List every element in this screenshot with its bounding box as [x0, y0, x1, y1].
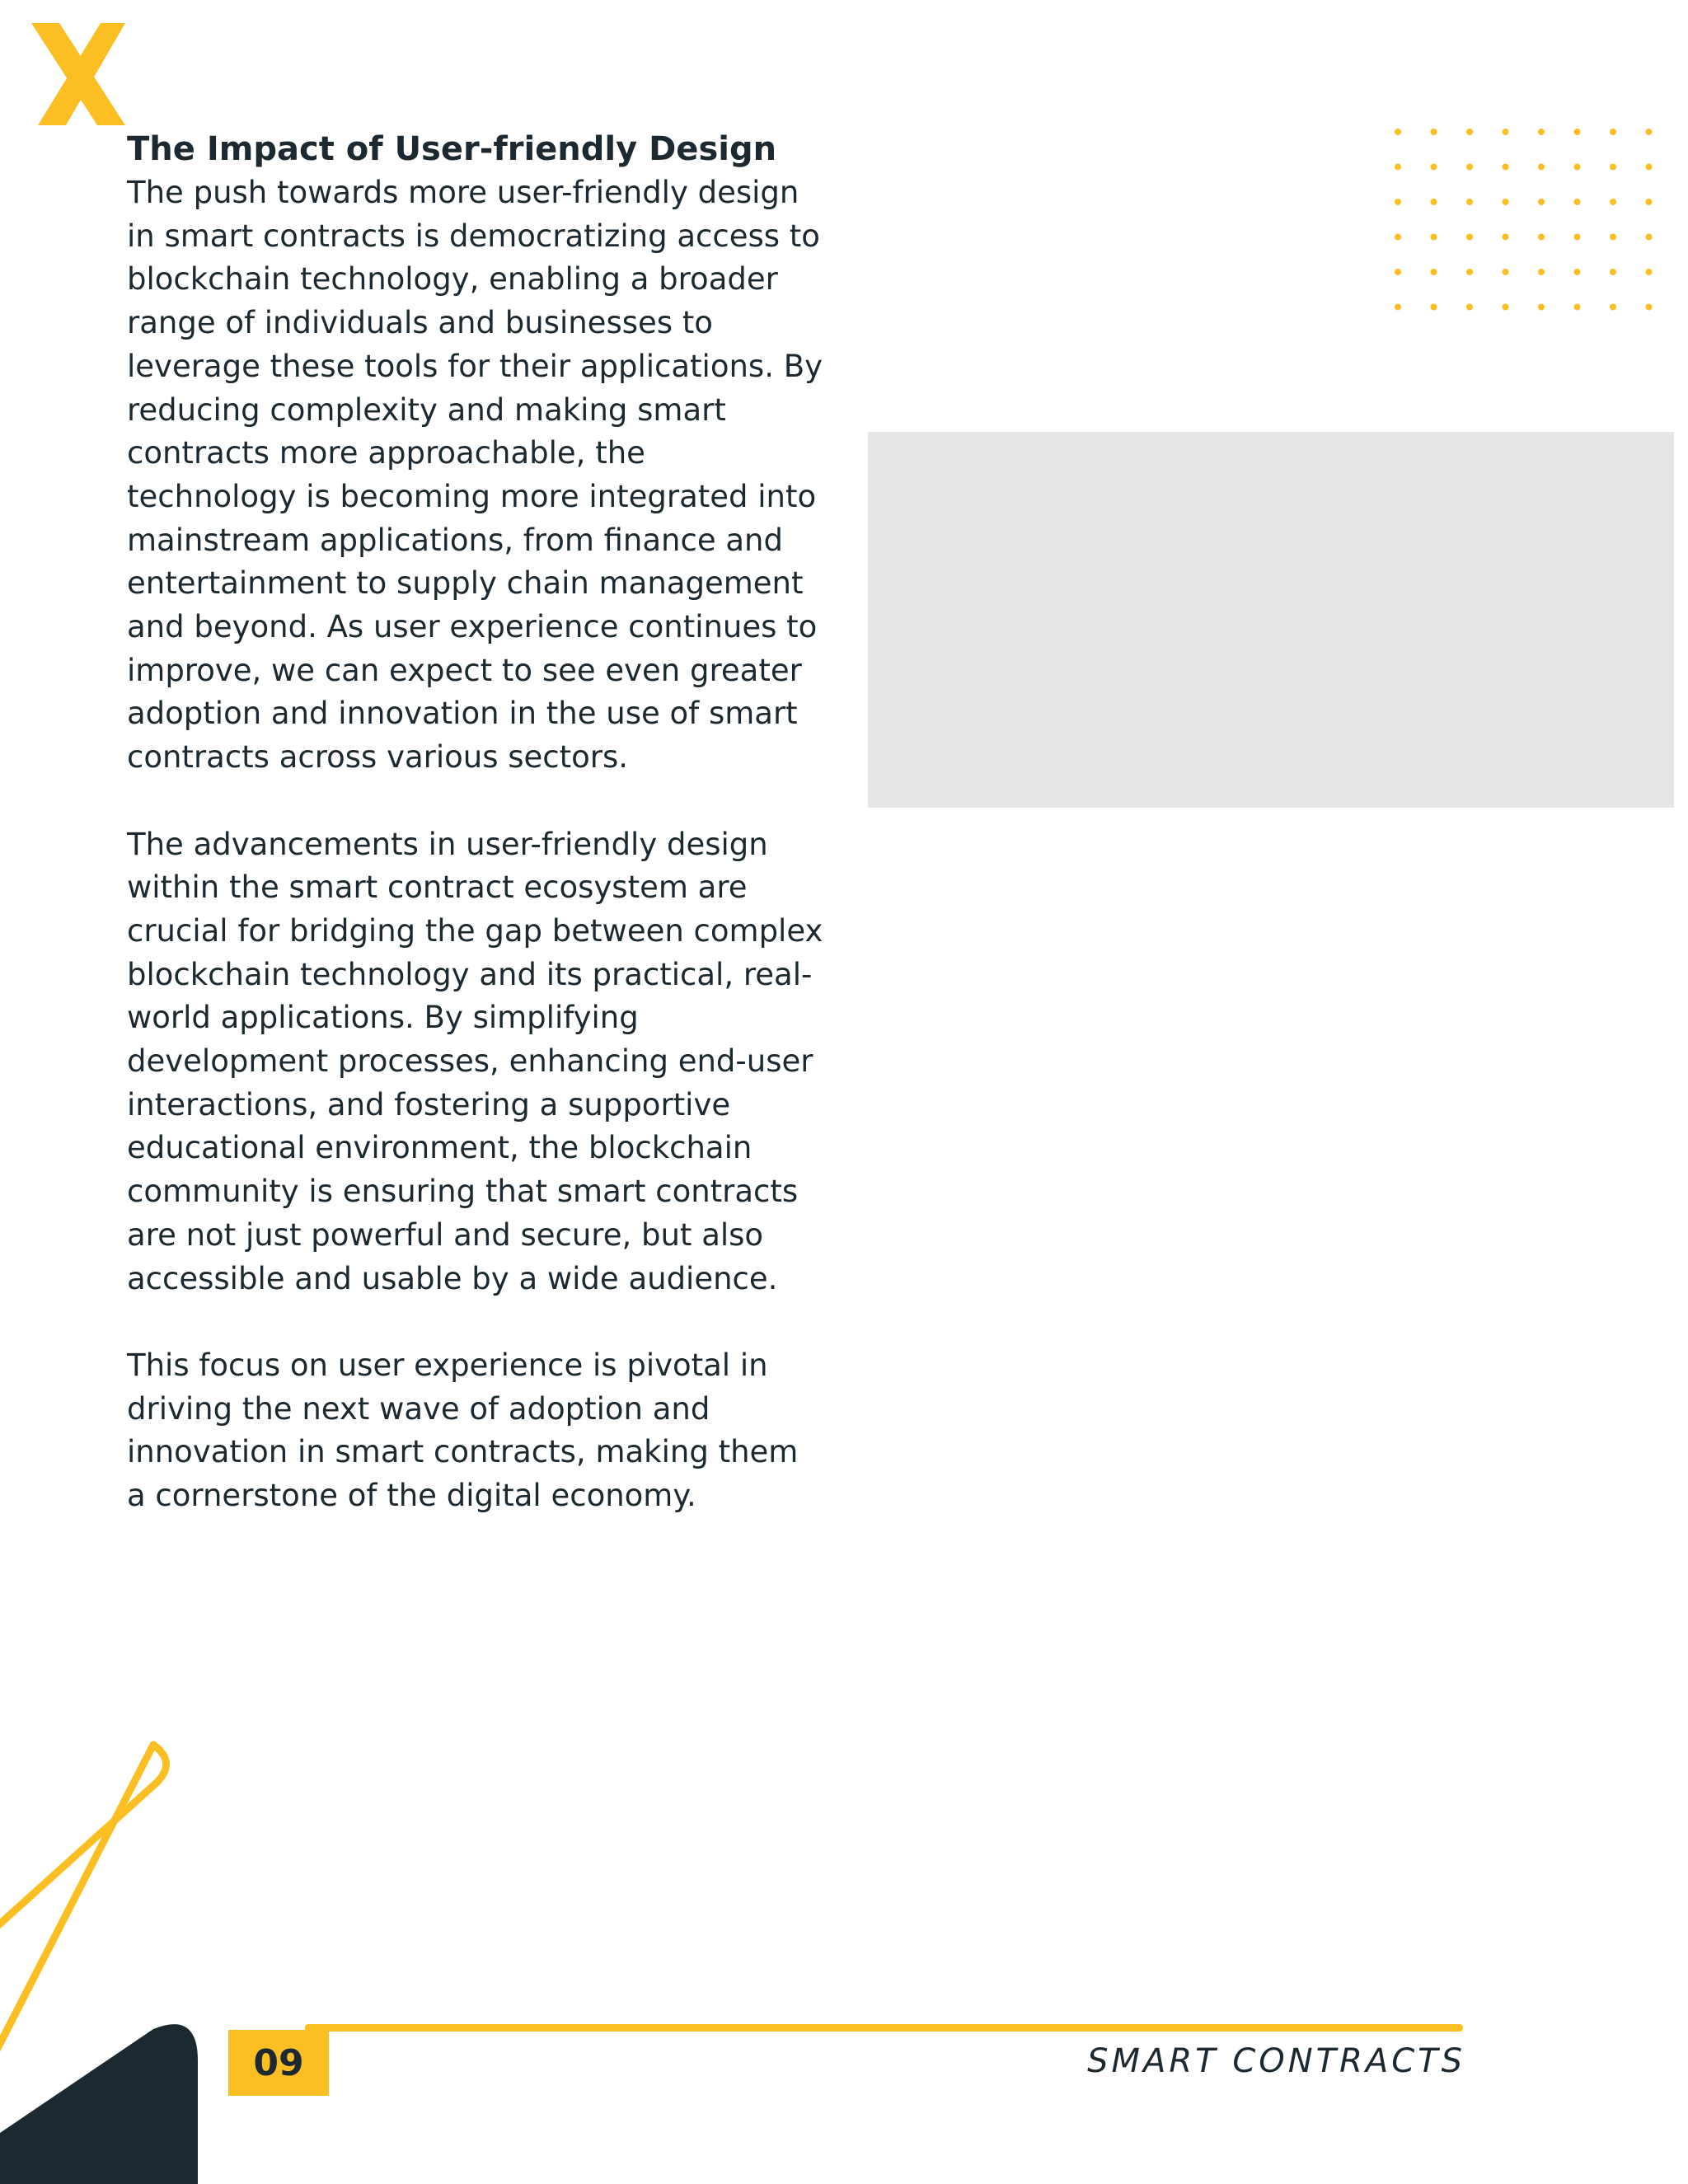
dark-corner-shape — [0, 2024, 198, 2184]
paragraph-2: The advancements in user-friendly design within the smart contract ecosystem are crucial for bridging the gap between complex blockchain technology and its practical, real-world applications. By simplifying development processes, enhancing end-user interactions, and fostering a supportive educational environment, the blockchain community is ensuring that smart contracts are not just powerful and secure, but also accessible and usable by a wide audience. — [127, 826, 823, 1296]
footer-title: SMART CONTRACTS — [1087, 2042, 1465, 2080]
section-heading: The Impact of User-friendly Design — [127, 130, 777, 168]
yellow-triangle-outline — [0, 1745, 166, 2063]
footer-rule — [305, 2024, 1463, 2032]
page-number: 09 — [253, 2041, 304, 2084]
page-number-badge — [228, 2030, 329, 2096]
paragraph-1: The push towards more user-friendly design in smart contracts is democratizing access to blockchain technology, enabling a broader range of individuals and businesses to leverage these tools for their applications. By reducing complexity and making smart contracts more approachable, the technology is becoming more integrated into mainstream applications, from finance and entertainment to supply chain management and beyond. As user experience continues to improve, we can expect to see even greater adoption and innovation in the use of smart contracts across various sectors. — [127, 175, 823, 776]
paragraph-3: This focus on user experience is pivotal in driving the next wave of adoption and innovation in smart contracts, making them a cornerstone of the digital economy. — [127, 1347, 799, 1514]
